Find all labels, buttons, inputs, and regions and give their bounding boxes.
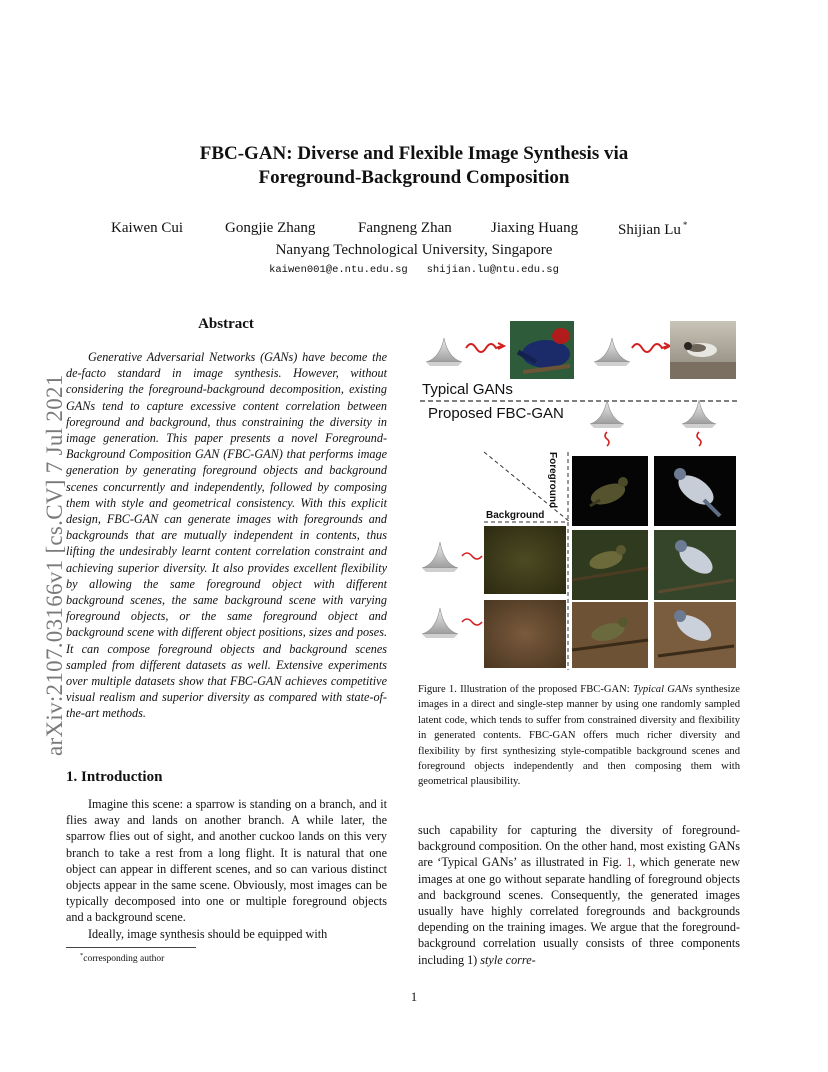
foreground-latent-icon: [682, 400, 716, 428]
composed-image-tile-3: [572, 602, 648, 668]
latent-distribution-icon: [594, 338, 630, 366]
paragraph: Ideally, image synthesis should be equipped with: [88, 926, 328, 941]
abstract-heading: Abstract: [198, 316, 254, 332]
affiliation: Nanyang Technological University, Singapore: [275, 242, 553, 258]
figure-reference-link[interactable]: 1: [626, 855, 633, 870]
foreground-axis-label: Foreground: [547, 452, 558, 509]
composed-image-tile-4: [654, 602, 736, 668]
generation-wave-icon: [632, 344, 668, 352]
figure-1-illustration: [418, 310, 742, 670]
paper-title: FBC-GAN: Diverse and Flexible Image Synthesis via Foreground-Background Composition: [199, 143, 629, 188]
author-name: Jiaxing Huang: [491, 220, 579, 236]
figure-1-caption: Figure 1. Illustration of the proposed FBC-GAN: Typical GANs synthesize images in a direct and single-step manner by using one randomly sampled latent code, which tends to suffer from constrained diversity and flexibility in generated contents. FBC-GAN offers much richer diversity and flexibility by first synthesizing style-compatible background scenes and foreground objects independently and then composing them with geometrical plausibility.: [418, 684, 741, 788]
author-name: Fangneng Zhan: [358, 220, 452, 236]
foreground-object-tile-2: [654, 456, 736, 526]
background-latent-icon: [422, 542, 458, 572]
paragraph: Imagine this scene: a sparrow is standing on a branch, and it flies away and lands on another branch. A while later, the sparrow flies out of sight, and another cuckoo lands on this very branch to take a rest from a long flight. It is natural that one object can appear in different scenes, and so can various distinct objects appear in the same scene. Obviously, most images can be typically decomposed into one or multiple foreground objects and a background scene.: [66, 797, 387, 925]
introduction-text: [66, 796, 387, 942]
generated-bird-image-1: [510, 321, 574, 379]
background-scene-tile-1: [484, 526, 566, 594]
background-latent-icon: [422, 608, 458, 638]
section-heading: 1. Introduction: [66, 769, 163, 785]
footnote-rule: [66, 947, 196, 948]
author-emails: kaiwen001@e.ntu.edu.sg shijian.lu@ntu.edu.sg: [269, 264, 559, 276]
generation-wave-icon: [466, 344, 502, 352]
figure-1: [418, 310, 742, 670]
foreground-object-tile-1: [572, 456, 648, 526]
corresponding-mark: *: [682, 220, 688, 230]
abstract-text: Generative Adversarial Networks (GANs) have become the de-facto standard in image synthesis. However, without considering the foreground-background decomposition, existing GANs tend to capture excessive content correlation between foreground and background, thus constraining the diversity in image generation. This paper presents a novel Foreground-Background Composition GAN (FBC-GAN) that performs image generation by generating foreground objects and background scenes concurrently and independently, followed by composing them with style and geometrical consistency. With this explicit design, FBC-GAN can generate images with foregrounds and backgrounds that are mutually independent in contents, thus lifting the undesirably learnt content correlation constraint and achieving superior diversity. It also provides excellent flexibility by allowing the same foreground object with different background scenes, the same background scene with varying foreground objects, or the same foreground object and background scene with different object positions, sizes and poses. It can compose foreground objects and background scenes sampled from different datasets as well. Extensive experiments over multiple datasets show that FBC-GAN achieves competitive visual realism and superior diversity as compared with state-of-the-art methods.: [66, 350, 387, 721]
introduction-continued: such capability for capturing the diversity of foreground-background composition. On the other hand, most existing GANs are ‘Typical GANs’ as illustrated in Fig. 1, which generate new images at one go without separate handling of foreground objects and background scenes. Consequently, the generated images usually have highly correlated foregrounds and backgrounds depending on the training images. We argue that the foreground-background correlation usually consists of three components including 1) style corre-: [418, 823, 740, 967]
proposed-fbc-gan-label: Proposed FBC-GAN: [428, 405, 564, 422]
author-name: Kaiwen Cui: [111, 220, 184, 236]
generated-bird-image-2: [670, 321, 736, 379]
page-number: 1: [410, 990, 418, 1004]
arxiv-stamp: arXiv:2107.03166v1 [cs.CV] 7 Jul 2021: [42, 374, 67, 756]
typical-gans-label: Typical GANs: [422, 381, 513, 398]
composed-image-tile-1: [572, 530, 648, 600]
author-name-corresponding: Shijian Lu *: [618, 220, 688, 238]
composed-image-tile-2: [654, 530, 736, 600]
latent-distribution-icon: [426, 338, 462, 366]
author-name: Gongjie Zhang: [225, 220, 316, 236]
foreground-latent-icon: [590, 400, 624, 428]
background-axis-label: Background: [486, 510, 545, 521]
background-scene-tile-2: [484, 600, 566, 668]
footnote: *corresponding author: [80, 952, 165, 965]
